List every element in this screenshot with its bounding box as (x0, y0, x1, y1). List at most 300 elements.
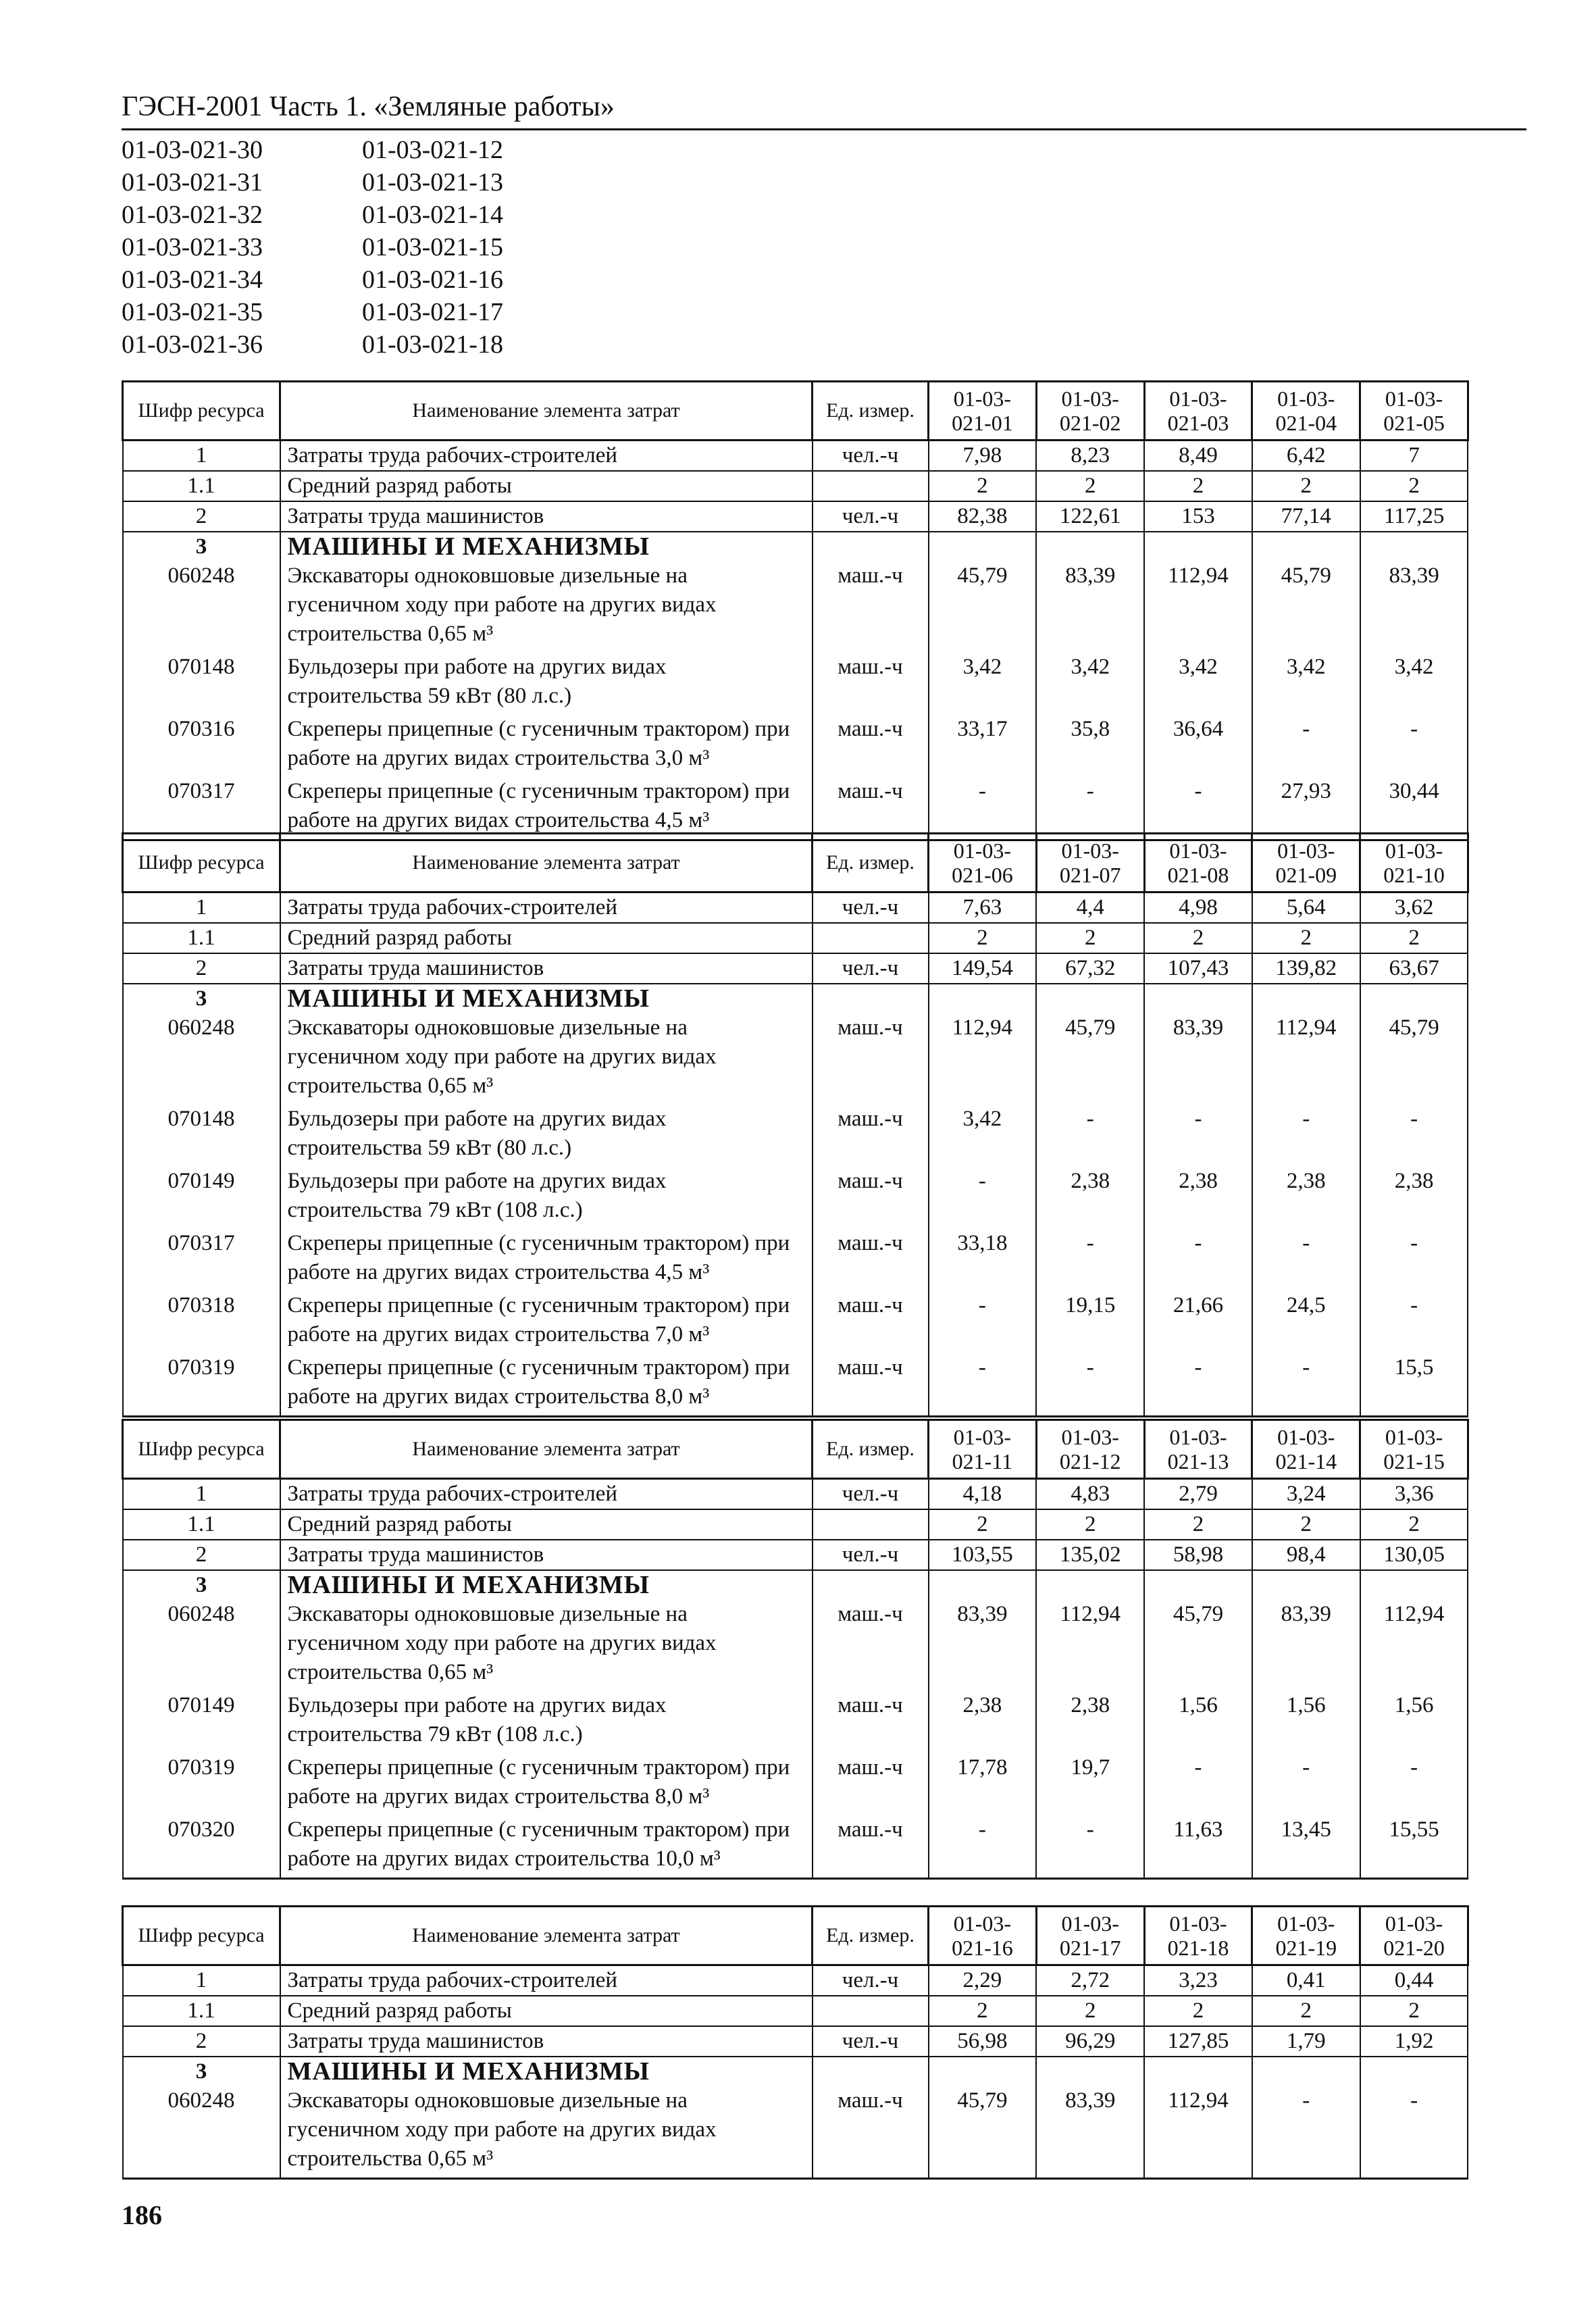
section-row (123, 1570, 1468, 1600)
resource-value (1252, 1570, 1360, 1600)
resource-value: 2,38 (1036, 1691, 1144, 1753)
rate-code-suffix: 021-13 (1167, 1449, 1229, 1474)
resource-value: 3,24 (1252, 1479, 1360, 1510)
resource-value: 2,38 (1144, 1167, 1252, 1229)
resource-value: 4,18 (929, 1479, 1037, 1510)
resource-name: Экскаваторы одноковшовые дизельные на гусеничном ходу при работе на других видах строительства 0,65 м³ (280, 1600, 813, 1691)
table-row (123, 777, 1468, 840)
resource-value: - (1252, 1753, 1360, 1815)
resource-value (1360, 2057, 1468, 2086)
header-code: Шифр ресурса (123, 1420, 280, 1479)
header-rate-code (1036, 834, 1144, 892)
resource-code: 3 (123, 984, 280, 1013)
rate-code-prefix: 01-03- (1061, 386, 1119, 411)
resource-value: 3,42 (1144, 653, 1252, 715)
rate-code-prefix: 01-03- (1277, 386, 1335, 411)
rate-code-prefix: 01-03- (1169, 386, 1227, 411)
resource-code: 070317 (123, 1229, 280, 1291)
resource-value: 83,39 (929, 1600, 1037, 1691)
resource-name: Затраты труда рабочих-строителей (280, 1965, 813, 1996)
resource-unit: маш.-ч (813, 1229, 929, 1291)
code-list-item: 01-03-021-31 (122, 168, 263, 197)
table-header-row (123, 1907, 1468, 1965)
resource-value (1036, 1570, 1144, 1600)
code-list-item: 01-03-021-18 (362, 330, 503, 359)
resource-value (1360, 532, 1468, 561)
resource-unit: чел.-ч (813, 1965, 929, 1996)
rate-code-prefix: 01-03- (1385, 386, 1443, 411)
resource-unit: маш.-ч (813, 1353, 929, 1417)
table-row (123, 953, 1468, 984)
header-rate-code (929, 834, 1037, 892)
rate-code-suffix: 021-08 (1167, 863, 1229, 887)
resource-table-2 (122, 832, 1469, 1417)
resource-table-1 (122, 380, 1469, 841)
header-unit: Ед. измер. (813, 834, 929, 892)
resource-code: 060248 (123, 561, 280, 653)
header-rate-code (1360, 1420, 1468, 1479)
resource-value: 45,79 (1360, 1013, 1468, 1105)
table-row (123, 501, 1468, 532)
header-code: Шифр ресурса (123, 1907, 280, 1965)
resource-code: 060248 (123, 2086, 280, 2179)
resource-name: Экскаваторы одноковшовые дизельные на гусеничном ходу при работе на других видах строительства 0,65 м³ (280, 2086, 813, 2179)
resource-value: 11,63 (1144, 1815, 1252, 1879)
resource-unit: маш.-ч (813, 1013, 929, 1105)
resource-value: 8,23 (1036, 441, 1144, 472)
code-list-item: 01-03-021-30 (122, 136, 263, 164)
resource-name: Затраты труда рабочих-строителей (280, 892, 813, 924)
table-row (123, 1353, 1468, 1417)
table-row (123, 1815, 1468, 1879)
resource-value: 117,25 (1360, 501, 1468, 532)
rate-code-prefix: 01-03- (1385, 838, 1443, 863)
resource-value: 83,39 (1036, 561, 1144, 653)
resource-unit: чел.-ч (813, 501, 929, 532)
resource-value: 112,94 (1036, 1600, 1144, 1691)
table-row (123, 471, 1468, 501)
resource-name: Затраты труда рабочих-строителей (280, 1479, 813, 1510)
resource-value: 83,39 (1252, 1600, 1360, 1691)
resource-value: - (929, 1167, 1037, 1229)
resource-code: 070148 (123, 1105, 280, 1167)
code-list-item: 01-03-021-16 (362, 266, 503, 294)
resource-name: Средний разряд работы (280, 1509, 813, 1540)
table-row (123, 1479, 1468, 1510)
resource-unit (813, 1570, 929, 1600)
code-list-item: 01-03-021-32 (122, 201, 263, 229)
table-row (123, 1691, 1468, 1753)
resource-name: Скреперы прицепные (с гусеничным трактором) при работе на других видах строительства 4,5 м³ (280, 1229, 813, 1291)
resource-value: 149,54 (929, 953, 1037, 984)
resource-value: 2 (1360, 1996, 1468, 2026)
rate-code-prefix: 01-03- (1385, 1425, 1443, 1449)
code-list-item: 01-03-021-13 (362, 168, 503, 197)
resource-value: - (1144, 1105, 1252, 1167)
resource-code: 070317 (123, 777, 280, 840)
resource-value: 27,93 (1252, 777, 1360, 840)
resource-value: 2 (1252, 923, 1360, 953)
header-rate-code (929, 382, 1037, 441)
resource-unit: чел.-ч (813, 1479, 929, 1510)
header-title: ГЭСН-2001 Часть 1. «Земляные работы» (122, 91, 615, 122)
resource-value: 103,55 (929, 1540, 1037, 1570)
resource-unit (813, 984, 929, 1013)
resource-unit (813, 1996, 929, 2026)
resource-value: 45,79 (929, 2086, 1037, 2179)
header-rate-code (929, 1420, 1037, 1479)
header-code: Шифр ресурса (123, 834, 280, 892)
table-row (123, 1540, 1468, 1570)
resource-name: Затраты труда машинистов (280, 1540, 813, 1570)
header-name: Наименование элемента затрат (280, 382, 813, 441)
resource-value: - (1144, 777, 1252, 840)
rate-code-suffix: 021-10 (1383, 863, 1445, 887)
rate-code-suffix: 021-15 (1383, 1449, 1445, 1474)
resource-unit: маш.-ч (813, 1753, 929, 1815)
resource-value: 6,42 (1252, 441, 1360, 472)
resource-value: - (1036, 1353, 1144, 1417)
resource-name: Бульдозеры при работе на других видах строительства 79 кВт (108 л.с.) (280, 1167, 813, 1229)
resource-value: 139,82 (1252, 953, 1360, 984)
resource-value: 1,56 (1144, 1691, 1252, 1753)
table-row (123, 1996, 1468, 2026)
resource-value: 58,98 (1144, 1540, 1252, 1570)
rate-code-suffix: 021-20 (1383, 1936, 1445, 1960)
resource-value: - (1360, 1229, 1468, 1291)
resource-value: 17,78 (929, 1753, 1037, 1815)
resource-name: Скреперы прицепные (с гусеничным трактором) при работе на других видах строительства 7,0 м³ (280, 1291, 813, 1353)
page-number: 186 (122, 2200, 162, 2230)
resource-value: 2 (929, 1996, 1037, 2026)
resource-value: 24,5 (1252, 1291, 1360, 1353)
section-row (123, 984, 1468, 1013)
header-rate-code (1252, 1420, 1360, 1479)
resource-value: 2 (1252, 1509, 1360, 1540)
resource-value: 56,98 (929, 2026, 1037, 2057)
header-name: Наименование элемента затрат (280, 834, 813, 892)
table-row (123, 1167, 1468, 1229)
resource-value (1144, 532, 1252, 561)
rate-code-prefix: 01-03- (953, 386, 1012, 411)
resource-value: 77,14 (1252, 501, 1360, 532)
resource-value: 82,38 (929, 501, 1037, 532)
code-list-item: 01-03-021-14 (362, 201, 503, 229)
resource-value: - (1036, 1229, 1144, 1291)
resource-value: 2 (929, 1509, 1037, 1540)
resource-value: 112,94 (1252, 1013, 1360, 1105)
resource-code: 070318 (123, 1291, 280, 1353)
rate-code-suffix: 021-02 (1059, 411, 1121, 435)
resource-name: МАШИНЫ И МЕХАНИЗМЫ (280, 1570, 813, 1600)
resource-unit: чел.-ч (813, 892, 929, 924)
code-list-item: 01-03-021-15 (362, 233, 503, 261)
resource-name: Средний разряд работы (280, 1996, 813, 2026)
resource-code: 1.1 (123, 471, 280, 501)
resource-unit (813, 923, 929, 953)
resource-value: 153 (1144, 501, 1252, 532)
header-name: Наименование элемента затрат (280, 1420, 813, 1479)
resource-value: - (1252, 1105, 1360, 1167)
resource-value (1036, 2057, 1144, 2086)
resource-unit: чел.-ч (813, 1540, 929, 1570)
table-row (123, 1965, 1468, 1996)
resource-code: 070149 (123, 1167, 280, 1229)
resource-value: - (1252, 1229, 1360, 1291)
resource-unit: маш.-ч (813, 1600, 929, 1691)
resource-value: 83,39 (1360, 561, 1468, 653)
resource-value: 112,94 (929, 1013, 1037, 1105)
resource-value: 2 (1036, 471, 1144, 501)
resource-value: 135,02 (1036, 1540, 1144, 1570)
resource-value: 3,42 (1036, 653, 1144, 715)
resource-value (1360, 984, 1468, 1013)
resource-value: 98,4 (1252, 1540, 1360, 1570)
header-unit: Ед. измер. (813, 1420, 929, 1479)
resource-value (1036, 984, 1144, 1013)
resource-code: 070320 (123, 1815, 280, 1879)
resource-name: Затраты труда машинистов (280, 501, 813, 532)
resource-name: Средний разряд работы (280, 923, 813, 953)
resource-code: 1.1 (123, 1996, 280, 2026)
resource-value (1360, 1570, 1468, 1600)
rate-code-prefix: 01-03- (1169, 1425, 1227, 1449)
header-code: Шифр ресурса (123, 382, 280, 441)
table-row (123, 1600, 1468, 1691)
table-row (123, 1753, 1468, 1815)
header-rate-code (1360, 1907, 1468, 1965)
header-unit: Ед. измер. (813, 1907, 929, 1965)
rate-code-suffix: 021-19 (1275, 1936, 1337, 1960)
resource-name: МАШИНЫ И МЕХАНИЗМЫ (280, 532, 813, 561)
resource-value: 2 (1360, 471, 1468, 501)
resource-value: 3,42 (1252, 653, 1360, 715)
resource-value: 4,98 (1144, 892, 1252, 924)
resource-value: - (1360, 2086, 1468, 2179)
resource-code: 070319 (123, 1353, 280, 1417)
resource-value: 2 (929, 471, 1037, 501)
header-rate-code (1252, 1907, 1360, 1965)
resource-unit: маш.-ч (813, 777, 929, 840)
rate-code-prefix: 01-03- (1169, 838, 1227, 863)
resource-value: 122,61 (1036, 501, 1144, 532)
resource-value: 107,43 (1144, 953, 1252, 984)
table-row (123, 2026, 1468, 2057)
resource-value: 2,72 (1036, 1965, 1144, 1996)
resource-value: 13,45 (1252, 1815, 1360, 1879)
rate-code-prefix: 01-03- (1277, 1425, 1335, 1449)
table-header-row (123, 1420, 1468, 1479)
resource-value: 35,8 (1036, 715, 1144, 777)
table-row (123, 923, 1468, 953)
resource-name: Скреперы прицепные (с гусеничным трактором) при работе на других видах строительства 8,0 м³ (280, 1753, 813, 1815)
resource-value: 7,63 (929, 892, 1037, 924)
resource-unit (813, 471, 929, 501)
table-row (123, 1105, 1468, 1167)
table-row (123, 892, 1468, 924)
resource-value: 1,79 (1252, 2026, 1360, 2057)
resource-code: 070319 (123, 1753, 280, 1815)
resource-code: 1.1 (123, 923, 280, 953)
resource-name: Скреперы прицепные (с гусеничным трактором) при работе на других видах строительства 10,0 м³ (280, 1815, 813, 1879)
resource-value: - (1360, 1753, 1468, 1815)
table-row (123, 1291, 1468, 1353)
resource-unit: маш.-ч (813, 561, 929, 653)
resource-value: 5,64 (1252, 892, 1360, 924)
resource-value: 2,79 (1144, 1479, 1252, 1510)
resource-unit (813, 1509, 929, 1540)
rate-code-suffix: 021-07 (1059, 863, 1121, 887)
resource-value: - (1360, 715, 1468, 777)
resource-code: 2 (123, 501, 280, 532)
resource-value (1252, 984, 1360, 1013)
resource-code: 1.1 (123, 1509, 280, 1540)
rate-code-suffix: 021-06 (952, 863, 1013, 887)
resource-value (929, 2057, 1037, 2086)
resource-value (929, 984, 1037, 1013)
resource-unit: маш.-ч (813, 1691, 929, 1753)
header-rate-code (929, 1907, 1037, 1965)
rate-code-prefix: 01-03- (1061, 838, 1119, 863)
table-row (123, 1229, 1468, 1291)
resource-value: 3,42 (1360, 653, 1468, 715)
resource-name: Средний разряд работы (280, 471, 813, 501)
resource-value: 3,36 (1360, 1479, 1468, 1510)
resource-value: - (1252, 715, 1360, 777)
resource-code: 060248 (123, 1600, 280, 1691)
resource-value: 0,41 (1252, 1965, 1360, 1996)
resource-code: 070316 (123, 715, 280, 777)
resource-code: 3 (123, 2057, 280, 2086)
resource-name: Бульдозеры при работе на других видах строительства 59 кВт (80 л.с.) (280, 653, 813, 715)
resource-unit: чел.-ч (813, 2026, 929, 2057)
resource-name: Скреперы прицепные (с гусеничным трактором) при работе на других видах строительства 3,0 м³ (280, 715, 813, 777)
resource-value: 45,79 (929, 561, 1037, 653)
resource-value: 2,38 (1360, 1167, 1468, 1229)
resource-value: 67,32 (1036, 953, 1144, 984)
section-row (123, 532, 1468, 561)
code-list-item: 01-03-021-34 (122, 266, 263, 294)
resource-name: Скреперы прицепные (с гусеничным трактором) при работе на других видах строительства 4,5 м³ (280, 777, 813, 840)
rate-code-suffix: 021-16 (952, 1936, 1013, 1960)
resource-value: 112,94 (1144, 2086, 1252, 2179)
resource-value (1252, 2057, 1360, 2086)
resource-unit: чел.-ч (813, 441, 929, 472)
resource-value: 96,29 (1036, 2026, 1144, 2057)
resource-name: Затраты труда машинистов (280, 953, 813, 984)
rate-code-prefix: 01-03- (1061, 1911, 1119, 1936)
resource-value: 2 (1144, 1509, 1252, 1540)
resource-value: 45,79 (1144, 1600, 1252, 1691)
resource-name: Скреперы прицепные (с гусеничным трактором) при работе на других видах строительства 8,0 м³ (280, 1353, 813, 1417)
resource-unit: маш.-ч (813, 1105, 929, 1167)
resource-value: 4,83 (1036, 1479, 1144, 1510)
table-row (123, 1509, 1468, 1540)
resource-unit (813, 532, 929, 561)
header-rate-code (1144, 834, 1252, 892)
resource-value (1144, 1570, 1252, 1600)
resource-value: 83,39 (1036, 2086, 1144, 2179)
resource-value: 2 (1144, 1996, 1252, 2026)
resource-value: 3,42 (929, 1105, 1037, 1167)
resource-unit: маш.-ч (813, 1815, 929, 1879)
table-row (123, 2086, 1468, 2179)
resource-unit: маш.-ч (813, 653, 929, 715)
resource-value: 19,15 (1036, 1291, 1144, 1353)
resource-value: 112,94 (1144, 561, 1252, 653)
resource-code: 060248 (123, 1013, 280, 1105)
code-list-item: 01-03-021-36 (122, 330, 263, 359)
resource-code: 3 (123, 532, 280, 561)
rate-code-prefix: 01-03- (1277, 1911, 1335, 1936)
code-list-item: 01-03-021-33 (122, 233, 263, 261)
resource-value: 130,05 (1360, 1540, 1468, 1570)
header-rate-code (1036, 1420, 1144, 1479)
resource-value: 4,4 (1036, 892, 1144, 924)
rate-code-prefix: 01-03- (953, 838, 1012, 863)
resource-value: 30,44 (1360, 777, 1468, 840)
resource-name: МАШИНЫ И МЕХАНИЗМЫ (280, 2057, 813, 2086)
header-rate-code (1036, 382, 1144, 441)
resource-code: 1 (123, 441, 280, 472)
resource-value: 2,38 (929, 1691, 1037, 1753)
resource-value: 36,64 (1144, 715, 1252, 777)
resource-value (929, 1570, 1037, 1600)
resource-code: 3 (123, 1570, 280, 1600)
rate-code-prefix: 01-03- (1277, 838, 1335, 863)
rate-code-prefix: 01-03- (1061, 1425, 1119, 1449)
resource-table-3 (122, 1419, 1469, 1880)
rate-code-suffix: 021-14 (1275, 1449, 1337, 1474)
rate-code-suffix: 021-18 (1167, 1936, 1229, 1960)
header-rate-code (1144, 382, 1252, 441)
code-list (122, 134, 565, 361)
rate-code-suffix: 021-17 (1059, 1936, 1121, 1960)
resource-value: 7,98 (929, 441, 1037, 472)
table-row (123, 715, 1468, 777)
resource-value: 45,79 (1252, 561, 1360, 653)
resource-name: Экскаваторы одноковшовые дизельные на гусеничном ходу при работе на других видах строительства 0,65 м³ (280, 1013, 813, 1105)
resource-name: Бульдозеры при работе на других видах строительства 79 кВт (108 л.с.) (280, 1691, 813, 1753)
resource-value: 15,55 (1360, 1815, 1468, 1879)
resource-value: 33,18 (929, 1229, 1037, 1291)
resource-table-4 (122, 1905, 1469, 2180)
code-list-item: 01-03-021-35 (122, 298, 263, 326)
resource-code: 070149 (123, 1691, 280, 1753)
rate-code-suffix: 021-01 (952, 411, 1013, 435)
rate-code-prefix: 01-03- (1169, 1911, 1227, 1936)
resource-value: - (1144, 1353, 1252, 1417)
rate-code-suffix: 021-05 (1383, 411, 1445, 435)
header-rate-code (1144, 1907, 1252, 1965)
resource-value: 1,56 (1360, 1691, 1468, 1753)
resource-value: 2 (1360, 923, 1468, 953)
resource-value: 2 (929, 923, 1037, 953)
resource-value: 3,42 (929, 653, 1037, 715)
resource-value: 2,38 (1036, 1167, 1144, 1229)
rate-code-prefix: 01-03- (953, 1911, 1012, 1936)
header-name: Наименование элемента затрат (280, 1907, 813, 1965)
table-row (123, 1013, 1468, 1105)
resource-value (929, 532, 1037, 561)
table-row (123, 561, 1468, 653)
resource-unit (813, 2057, 929, 2086)
resource-unit: маш.-ч (813, 2086, 929, 2179)
code-list-item: 01-03-021-12 (362, 136, 503, 164)
header-rate-code (1360, 834, 1468, 892)
resource-unit: маш.-ч (813, 715, 929, 777)
resource-value: - (1252, 2086, 1360, 2179)
